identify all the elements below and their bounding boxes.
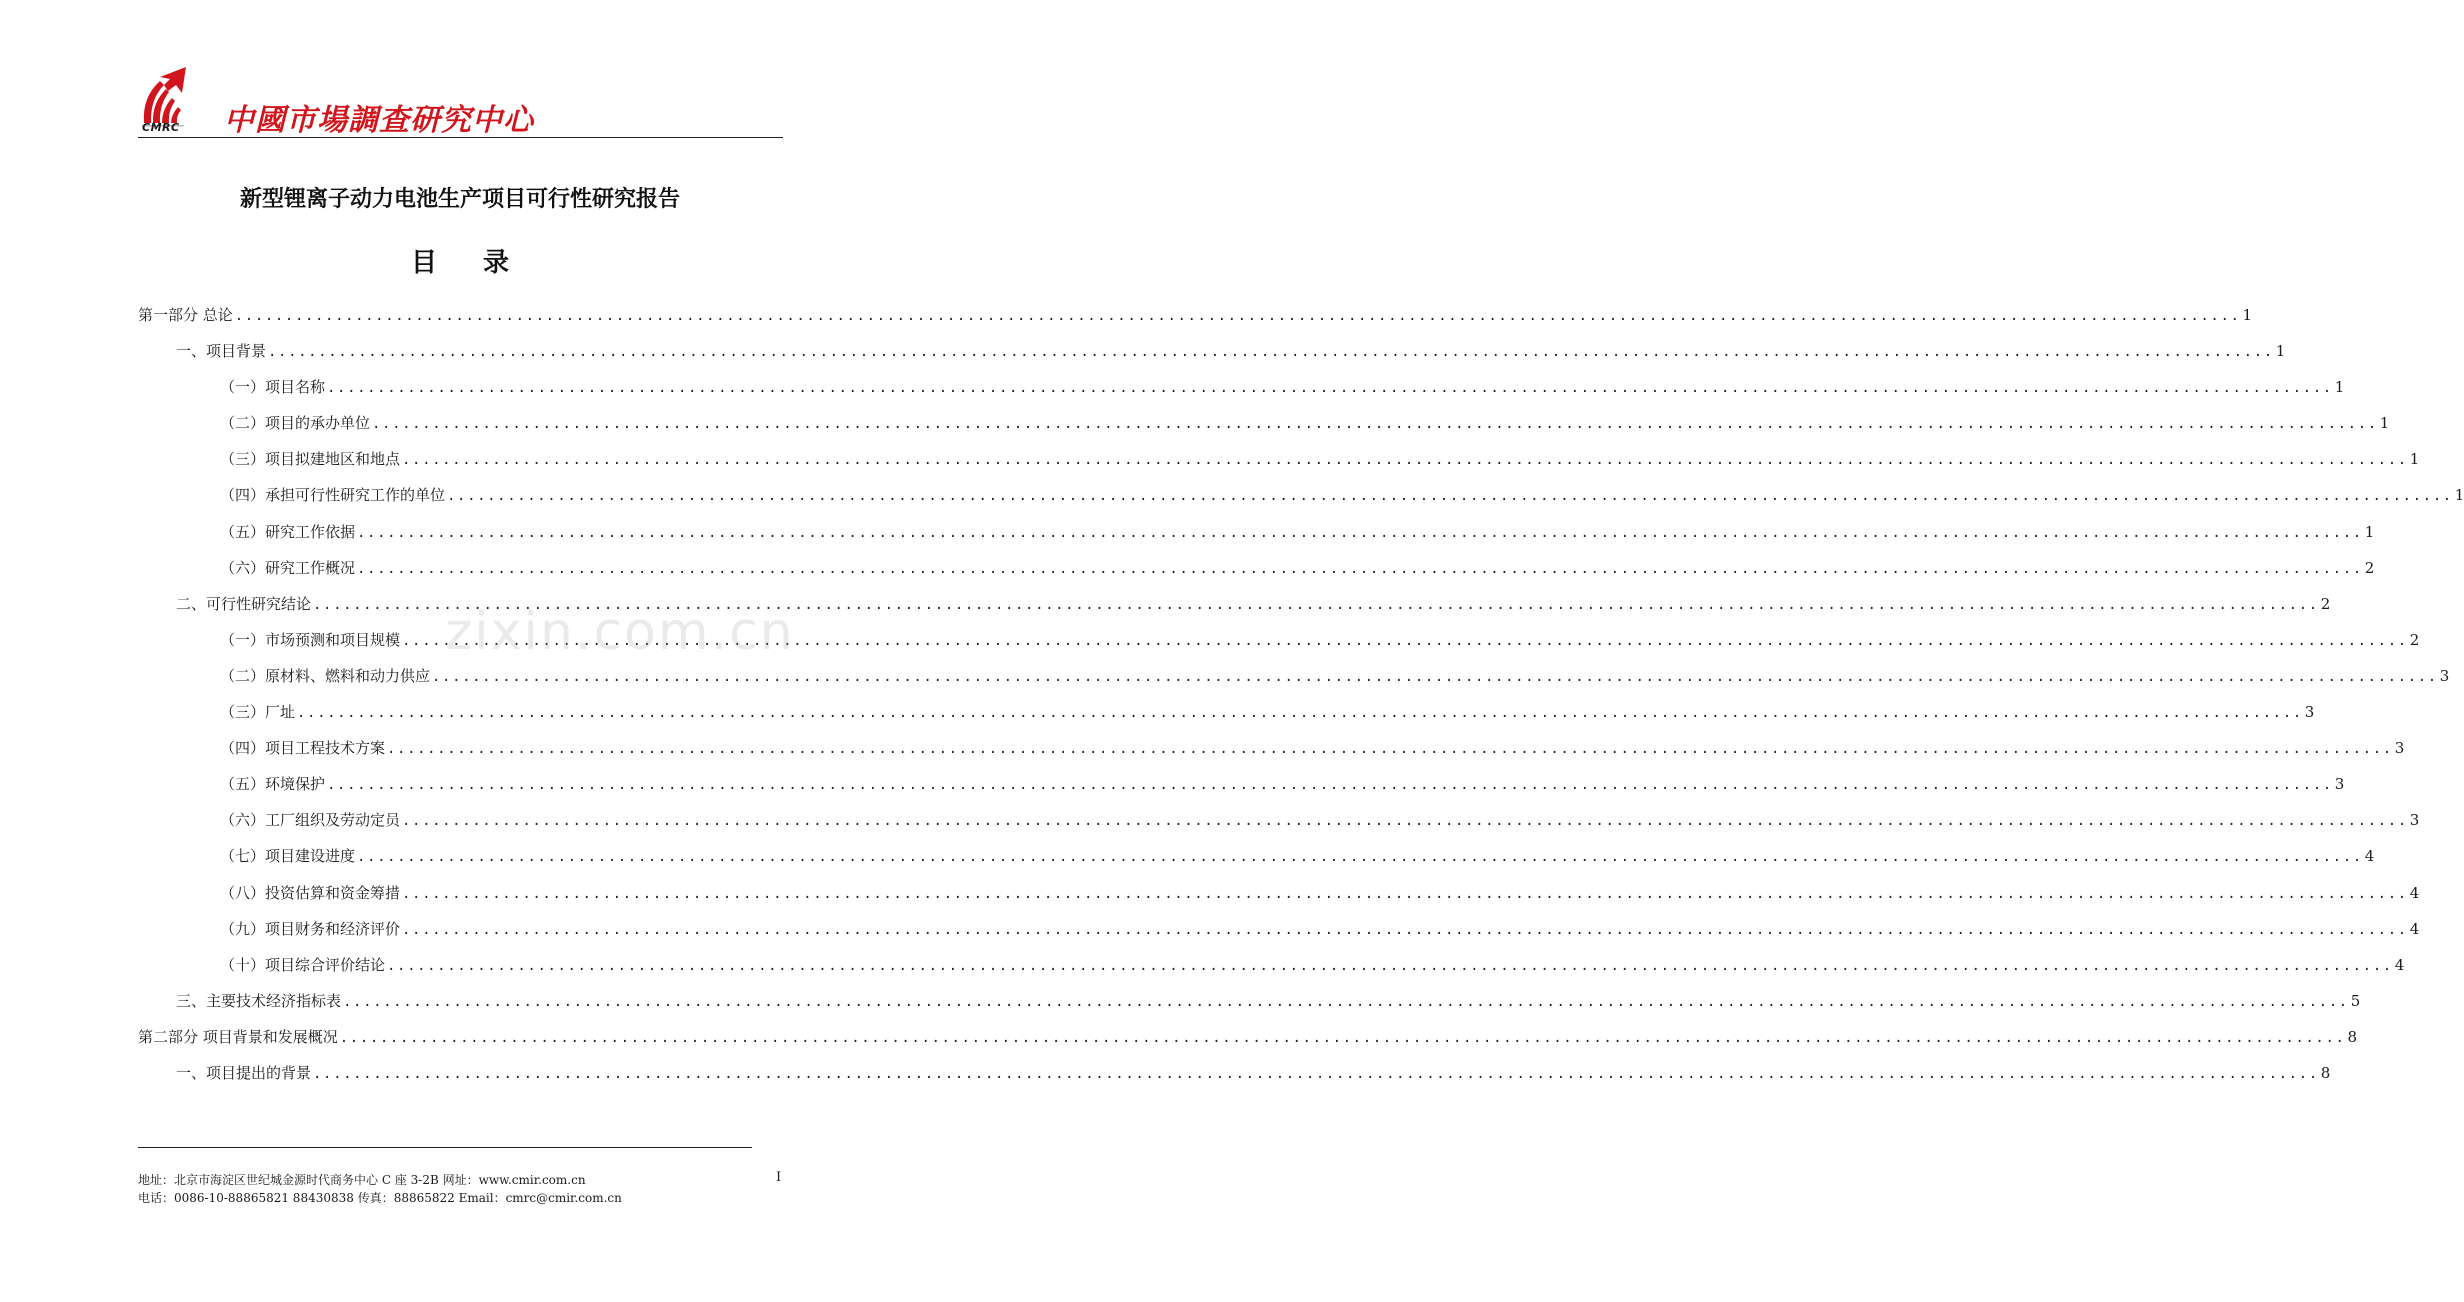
toc-entry[interactable]	[138, 730, 2405, 766]
toc-entry-page: 1	[2409, 450, 2420, 469]
toc-entry[interactable]	[138, 297, 2253, 333]
toc-entry[interactable]	[138, 694, 2315, 730]
document-title: 新型锂离子动力电池生产项目可行性研究报告	[239, 187, 680, 212]
toc-entry-label: 一、项目背景	[176, 342, 267, 361]
toc-entry-label: （一）项目名称	[220, 378, 326, 397]
toc-entry-page: 1	[2334, 378, 2345, 397]
toc-entry-label: （五）研究工作依据	[220, 522, 356, 541]
page-number: I	[776, 1170, 782, 1185]
toc-leader-dots: ........................................................................................................................................................................................................	[447, 488, 2453, 505]
toc-entry[interactable]	[138, 875, 2420, 911]
toc-leader-dots: ........................................................................................................................................................................................................	[357, 849, 2363, 866]
toc-entry[interactable]	[138, 766, 2345, 802]
toc-leader-dots: ........................................................................................................................................................................................................	[297, 705, 2303, 722]
toc-entry-page: 1	[2275, 342, 2286, 361]
toc-leader-dots: ........................................................................................................................................................................................................	[402, 452, 2408, 469]
toc-entry[interactable]	[138, 477, 2464, 513]
footer-contact: 电话：0086-10-88865821 88430838 传真：88865822 Email：cmrc@cmir.com.cn	[138, 1191, 622, 1205]
toc-entry[interactable]	[138, 369, 2345, 405]
toc-entry-label: （二）原材料、燃料和动力供应	[220, 666, 431, 685]
toc-entry[interactable]	[138, 983, 2361, 1019]
toc-entry[interactable]	[138, 405, 2390, 441]
toc-entry-label: （三）厂址	[220, 703, 296, 722]
toc-entry[interactable]	[138, 514, 2375, 550]
toc-entry-page: 3	[2394, 739, 2405, 758]
toc-entry-label: （二）项目的承办单位	[220, 414, 371, 433]
toc-entry-label: （七）项目建设进度	[220, 847, 356, 866]
toc-leader-dots: ........................................................................................................................................................................................................	[402, 632, 2408, 649]
toc-entry-label: （八）投资估算和资金筹措	[220, 883, 401, 902]
footer-divider	[138, 1147, 752, 1148]
toc-entry-label: （六）研究工作概况	[220, 558, 356, 577]
toc-entry-page: 8	[2347, 1027, 2358, 1046]
toc-entry-label: （四）项目工程技术方案	[220, 739, 386, 758]
toc-entry-label: （十）项目综合评价结论	[220, 955, 386, 974]
toc-leader-dots: ........................................................................................................................................................................................................	[387, 741, 2393, 758]
toc-leader-dots: ........................................................................................................................................................................................................	[234, 308, 2241, 324]
toc-entry[interactable]	[138, 947, 2405, 983]
toc-entry-page: 1	[2379, 414, 2390, 433]
toc-entry-page: 4	[2409, 919, 2420, 938]
toc-entry-page: 1	[2242, 306, 2253, 324]
toc-leader-dots: ........................................................................................................................................................................................................	[313, 1065, 2319, 1082]
toc-entry-label: （九）项目财务和经济评价	[220, 919, 401, 938]
toc-entry-page: 4	[2364, 847, 2375, 866]
toc-entry-label: （五）环境保护	[220, 775, 326, 794]
toc-leader-dots: ........................................................................................................................................................................................................	[327, 777, 2333, 794]
toc-entry[interactable]	[138, 1055, 2331, 1091]
header-divider	[138, 137, 783, 138]
toc-entry-page: 1	[2454, 486, 2464, 505]
toc-leader-dots: ........................................................................................................................................................................................................	[402, 921, 2408, 938]
toc-entry[interactable]	[138, 838, 2375, 874]
watermark: zixin.com.cn	[445, 602, 795, 662]
toc-entry-label: （三）项目拟建地区和地点	[220, 450, 401, 469]
toc-leader-dots: ........................................................................................................................................................................................................	[313, 596, 2319, 613]
toc-entry-page: 3	[2334, 775, 2345, 794]
toc-leader-dots: ........................................................................................................................................................................................................	[432, 668, 2438, 685]
toc-entry-label: 第一部分 总论	[138, 306, 233, 324]
toc-entry-page: 3	[2304, 703, 2315, 722]
toc-entry-label: 一、项目提出的背景	[176, 1063, 312, 1082]
toc-entry-label: （一）市场预测和项目规模	[220, 630, 401, 649]
toc-leader-dots: ........................................................................................................................................................................................................	[402, 813, 2408, 830]
toc-entry-page: 8	[2320, 1063, 2331, 1082]
toc-entry[interactable]	[138, 658, 2450, 694]
toc-entry-label: （六）工厂组织及劳动定员	[220, 811, 401, 830]
toc-entry[interactable]	[138, 911, 2420, 947]
page-header	[138, 55, 783, 139]
toc-leader-dots: ........................................................................................................................................................................................................	[372, 416, 2378, 433]
logo-text: CMRC	[142, 121, 180, 134]
toc-entry-page: 3	[2409, 811, 2420, 830]
toc-entry-page: 2	[2364, 558, 2375, 577]
toc-entry-label: 三、主要技术经济指标表	[176, 991, 342, 1010]
toc-entry-page: 5	[2350, 991, 2361, 1010]
toc-entry[interactable]	[138, 550, 2375, 586]
toc-leader-dots: ........................................................................................................................................................................................................	[402, 885, 2408, 902]
toc-entry-page: 4	[2409, 883, 2420, 902]
toc-entry-label: （四）承担可行性研究工作的单位	[220, 486, 446, 505]
toc-leader-dots: ........................................................................................................................................................................................................	[339, 1029, 2346, 1046]
toc-entry-label: 二、可行性研究结论	[176, 594, 312, 613]
footer-address: 地址：北京市海淀区世纪城金源时代商务中心 C 座 3-2B 网址：www.cmir.com.cn	[138, 1173, 586, 1187]
toc-leader-dots: ........................................................................................................................................................................................................	[268, 344, 2274, 361]
toc-heading: 目录	[410, 248, 555, 278]
toc-leader-dots: ........................................................................................................................................................................................................	[327, 380, 2333, 397]
toc-leader-dots: ........................................................................................................................................................................................................	[357, 524, 2363, 541]
toc-entry-page: 2	[2320, 594, 2331, 613]
toc-entry-page: 4	[2394, 955, 2405, 974]
toc-entry-label: 第二部分 项目背景和发展概况	[138, 1027, 338, 1046]
toc-entry[interactable]	[138, 441, 2420, 477]
brand-name: 中國市場調查研究中心	[224, 103, 534, 138]
toc-entry-page: 2	[2409, 630, 2420, 649]
toc-entry-page: 3	[2439, 666, 2450, 685]
toc-leader-dots: ........................................................................................................................................................................................................	[343, 993, 2349, 1010]
toc-entry[interactable]	[138, 1019, 2358, 1055]
toc-entry[interactable]	[138, 802, 2420, 838]
toc-entry-page: 1	[2364, 522, 2375, 541]
toc-leader-dots: ........................................................................................................................................................................................................	[387, 957, 2393, 974]
toc-entry[interactable]	[138, 333, 2286, 369]
table-of-contents	[138, 297, 2464, 1091]
toc-leader-dots: ........................................................................................................................................................................................................	[357, 560, 2363, 577]
